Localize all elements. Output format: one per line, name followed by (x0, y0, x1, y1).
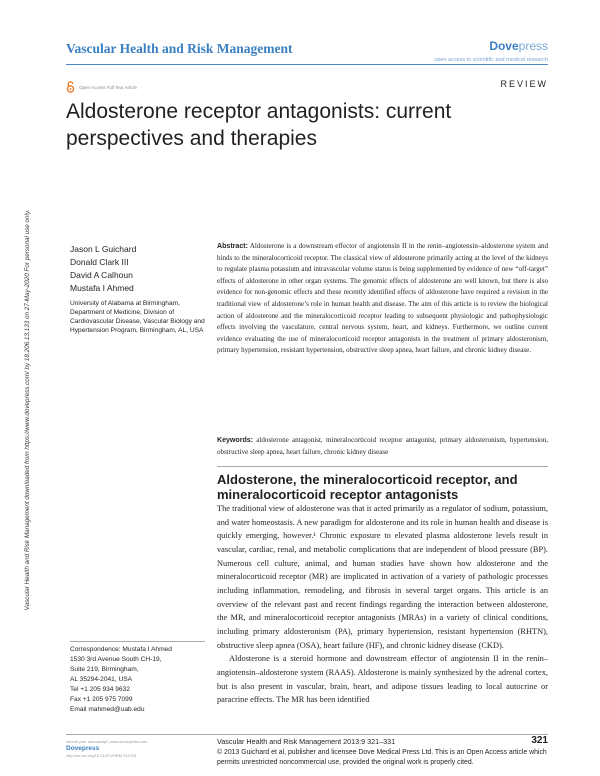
correspondence-line: AL 35294-2041, USA (70, 676, 133, 683)
publisher-logo[interactable] (489, 39, 548, 53)
journal-name: Vascular Health and Risk Management (66, 41, 293, 56)
abstract-label: Abstract: (217, 243, 248, 250)
correspondence-email[interactable]: Email mahmed@uab.edu (70, 706, 145, 713)
submit-manuscript-link[interactable]: submit your manuscript | www.dovepress.com (66, 739, 148, 744)
author: Mustafa I Ahmed (70, 283, 134, 293)
publisher-tagline: open access to scientific and medical research (434, 57, 548, 63)
correspondence-divider (70, 641, 205, 642)
correspondence-line: 1530 3rd Avenue South CH-19, (70, 656, 162, 663)
doi-link[interactable]: http://dx.doi.org/10.2147/VHRM.S11791 (66, 753, 137, 758)
author: David A Calhoun (70, 270, 133, 280)
abstract-text: Aldosterone is a downstream effector of angiotensin II in the renin–angiotensin–aldosterone system and binds to the mineralocorticoid receptor. The classical view of aldosterone primarily acting at the level of the kidneys to regulate plasma potassium and intravascular volume status is being supplemented by evidence of new “off-target” effects of aldosterone in other organ systems. The genomic effects of aldosterone are well known, but there is also evidence for non-genomic effects and these recently identified effects of aldosterone have required a revision in the traditional view of aldosterone’s role in human health and disease. The aim of this article is to review the biological action of aldosterone and the mineralocorticoid receptor leading to subsequent physiologic and pathophysiologic effects involving the vasculature, central nervous system, heart, and kidneys. Furthermore, we outline current evidence evaluating the use of mineralocorticoid receptor antagonists in the treatment of primary aldosteronism, primary hypertension, resistant hypertension, obstructive sleep apnea, heart failure, and chronic kidney disease. (217, 242, 548, 355)
open-access-label: Open Access Full Text Article (79, 84, 137, 90)
footer-publisher-block (66, 738, 196, 759)
article-title: Aldosterone receptor antagonists: current perspectives and therapies (66, 100, 452, 150)
author-list (70, 243, 136, 295)
open-access-badge (66, 81, 137, 93)
correspondence-line: Fax +1 205 975 7099 (70, 696, 133, 703)
keywords (217, 435, 548, 458)
author: Donald Clark III (70, 257, 129, 267)
paragraph: Aldosterone is a steroid hormone and downstream effector of angiotensin II in the renin–angiotensin–aldosterone system (RAAS). Aldosterone is mainly synthesized by the adrenal cortex, but is also present in vascular, brain, heart, and adipose tissues leading to local autocrine or paracrine effects. The MR has been identified (217, 654, 548, 705)
publisher-logo-main: Dove (489, 39, 519, 53)
section-heading: Aldosterone, the mineralocorticoid receptor, and mineralocorticoid receptor antagonists (217, 472, 518, 502)
keywords-text: aldosterone antagonist, mineralocorticoid receptor antagonist, primary aldosteronism, hypertension, obstructive sleep apnea, heart failure, chronic kidney disease (217, 436, 548, 456)
correspondence-line: Suite 219, Birmingham, (70, 666, 139, 673)
body-text (217, 502, 548, 707)
license-text: © 2013 Guichard et al, publisher and licensee Dove Medical Press Ltd. This is an Open Access article which permits unrestricted noncommercial use, provided the original work is properly cited. (217, 749, 547, 766)
header-rule (66, 64, 548, 65)
publisher-logo-press: press (518, 39, 548, 53)
correspondence-line: Tel +1 205 934 9632 (70, 686, 130, 693)
download-note (24, 130, 54, 690)
abstract (217, 241, 548, 357)
abstract-divider (217, 466, 548, 467)
footer-citation: Vascular Health and Risk Management 2013:9 321–331 (217, 737, 396, 746)
paragraph: The traditional view of aldosterone was that it acted primarily as a regulator of sodium, potassium, and water homeostasis. A new paradigm for aldosterone and its role in human health and disease is quickly emerging, however.¹ Chronic exposure to elevated plasma aldosterone levels result in vascular, cardiac, renal, and metabolic complications that are independent of blood pressure (BP). Numerous cell culture, animal, and human studies have shown how aldosterone and the mineralocorticoid receptor (MR) are implicated in activation of a variety of pathologic processes including inflammation, remodeling, and fibrosis in several target organs. This article is an overview of the relevant past and recent findings regarding the interaction between aldosterone, the MR, and mineralocorticoid receptor antagonists (MRAs) in a variety of clinical conditions, including primary aldosteronism (PA), primary hypertension, resistant hypertension (RHTN), obstructive sleep apnea (OSA), heart failure (HF), and chronic kidney disease (CKD). (217, 504, 548, 650)
keywords-label: Keywords: (217, 437, 254, 444)
correspondence (70, 645, 205, 715)
affiliation: University of Alabama at Birmingham, Department of Medicine, Division of Cardiovascular Disease, Vascular Biology and Hypertension Program, Birmingham, AL, USA (70, 300, 205, 334)
footer-dove-logo: Dovepress (66, 745, 100, 752)
correspondence-heading: Correspondence: Mustafa I Ahmed (70, 646, 172, 653)
footer-rule (66, 734, 548, 735)
download-note-text: Vascular Health and Risk Management downloaded from https://www.dovepress.com/ by 18.206.13.133 on 27-May-2020 For personal use only. (24, 209, 31, 611)
open-access-icon (66, 81, 75, 93)
page-number: 321 (531, 735, 548, 746)
author: Jason L Guichard (70, 244, 137, 254)
article-type: REVIEW (500, 79, 548, 89)
